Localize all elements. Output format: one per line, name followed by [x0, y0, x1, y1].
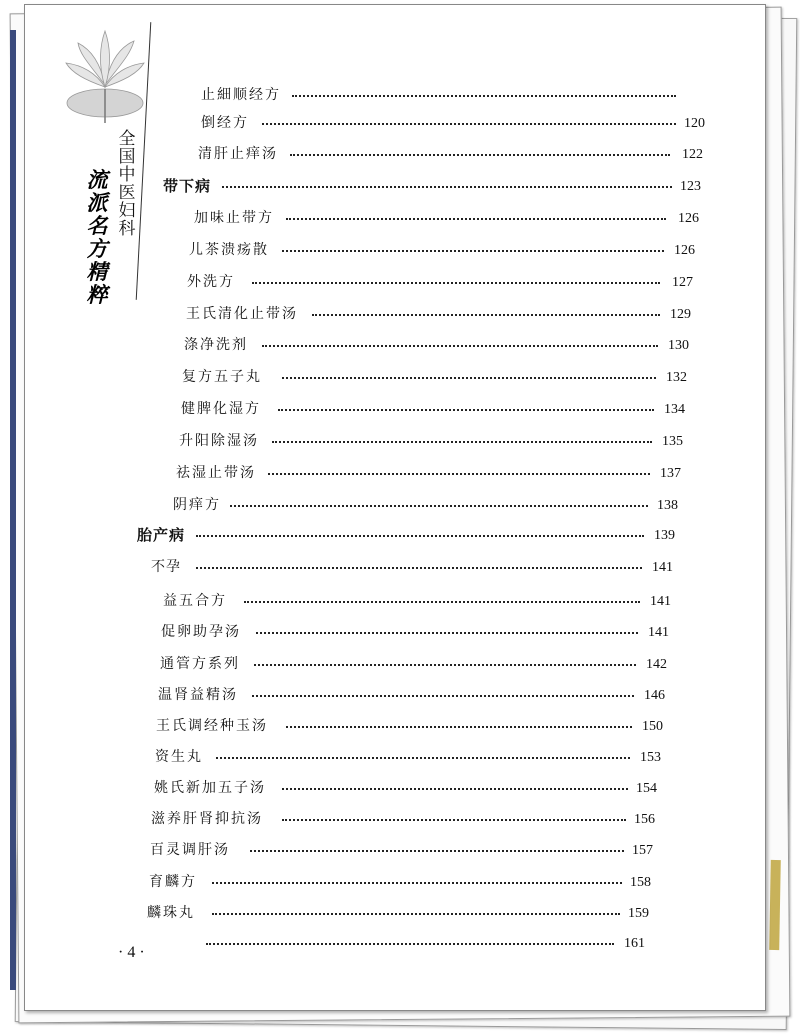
leader-dots: [206, 943, 614, 945]
toc-entry-title: 健脾化湿方: [181, 401, 261, 417]
toc-entry-title: 温肾益精汤: [158, 687, 238, 703]
toc-entry-title: 阴痒方: [173, 497, 221, 513]
leader-dots: [252, 695, 634, 697]
toc-entry-title: 清肝止痒汤: [198, 146, 278, 162]
toc-entry-page: 139: [654, 528, 675, 543]
book-title: 流 派 名 方 精 粹: [86, 167, 108, 307]
toc-entry-title: 百灵调肝汤: [150, 842, 230, 858]
toc-entry-title: 升阳除湿汤: [179, 433, 259, 449]
leader-dots: [262, 123, 676, 125]
toc-entry-page: 142: [646, 657, 667, 672]
cover-edge: [10, 30, 16, 990]
toc-entry-title: 王氏清化止带汤: [186, 306, 298, 322]
leader-dots: [230, 505, 648, 507]
leader-dots: [244, 601, 640, 603]
leader-dots: [312, 314, 660, 316]
leader-dots: [286, 218, 666, 220]
leader-dots: [262, 345, 658, 347]
toc-entry-title: 外洗方: [187, 274, 235, 290]
toc-entry-title: 倒经方: [201, 115, 249, 131]
toc-entry-title: 姚氏新加五子汤: [154, 780, 266, 796]
leader-dots: [282, 377, 656, 379]
leader-dots: [196, 567, 642, 569]
toc-entry-title: 止細顺经方: [201, 87, 281, 103]
toc-entry-page: 126: [678, 211, 699, 226]
leader-dots: [282, 788, 628, 790]
series-title: 全 国 中 医 妇 科: [118, 129, 136, 239]
toc-entry-page: 123: [680, 179, 701, 194]
leader-dots: [272, 441, 652, 443]
toc-entry-title: 资生丸: [155, 749, 203, 765]
toc-entry-page: 161: [624, 936, 645, 951]
leader-dots: [256, 632, 638, 634]
toc-entry-page: 153: [640, 750, 661, 765]
toc-entry-page: 141: [650, 594, 671, 609]
toc-entry-title: 复方五子丸: [182, 369, 262, 385]
toc-entry-title: 胎产病: [137, 526, 186, 544]
toc-entry-title: 祛湿止带汤: [176, 465, 256, 481]
leader-dots: [212, 882, 622, 884]
toc-entry-title: 带下病: [163, 177, 212, 195]
toc-entry-page: 150: [642, 719, 663, 734]
toc-entry-title: 不孕: [151, 559, 181, 575]
toc-entry-page: 146: [644, 688, 665, 703]
toc-entry-page: 141: [652, 560, 673, 575]
toc-entry-page: 156: [634, 812, 655, 827]
toc-entry-page: 126: [674, 243, 695, 258]
toc-entry-page: 154: [636, 781, 657, 796]
leader-dots: [290, 154, 670, 156]
leader-dots: [286, 726, 632, 728]
toc-entry-page: 130: [668, 338, 689, 353]
lotus-illustration: [60, 25, 150, 125]
leader-dots: [268, 473, 650, 475]
leader-dots: [254, 664, 636, 666]
toc-entry-page: 157: [632, 843, 653, 858]
leader-dots: [196, 535, 644, 537]
leader-dots: [212, 913, 620, 915]
toc-entry-title: 益五合方: [163, 593, 227, 609]
toc-entry-page: 129: [670, 307, 691, 322]
toc-entry-title: 促卵助孕汤: [161, 624, 241, 640]
leader-dots: [216, 757, 630, 759]
toc-entry-page: 135: [662, 434, 683, 449]
leader-dots: [250, 850, 624, 852]
toc-entry-page: 158: [630, 875, 651, 890]
leader-dots: [282, 250, 664, 252]
page-number: · 4 ·: [118, 944, 145, 961]
toc-entry-title: 儿茶溃疡散: [189, 242, 269, 258]
toc-entry-page: 159: [628, 906, 649, 921]
toc-entry-title: 通管方系列: [160, 656, 240, 672]
toc-entry-page: 120: [684, 116, 705, 131]
leader-dots: [222, 186, 672, 188]
toc-entry-page: 132: [666, 370, 687, 385]
toc-entry-page: 122: [682, 147, 703, 162]
toc-entry-title: 育麟方: [149, 874, 197, 890]
leader-dots: [282, 819, 626, 821]
toc-entry-page: 127: [672, 275, 693, 290]
toc-entry-page: 134: [664, 402, 685, 417]
toc-entry-title: 王氏调经种玉汤: [156, 718, 268, 734]
toc-entry-title: 加味止带方: [194, 210, 274, 226]
cover-edge-yellow: [769, 860, 781, 950]
toc-entry-page: 137: [660, 466, 681, 481]
toc-entry-page: 138: [657, 498, 678, 513]
toc-entry-page: 141: [648, 625, 669, 640]
leader-dots: [278, 409, 654, 411]
leader-dots: [252, 282, 660, 284]
toc-entry-title: 涤净洗剂: [184, 337, 248, 353]
toc-entry-title: 麟珠丸: [147, 905, 195, 921]
toc-entry-title: 滋养肝肾抑抗汤: [151, 811, 263, 827]
leader-dots: [292, 95, 676, 97]
